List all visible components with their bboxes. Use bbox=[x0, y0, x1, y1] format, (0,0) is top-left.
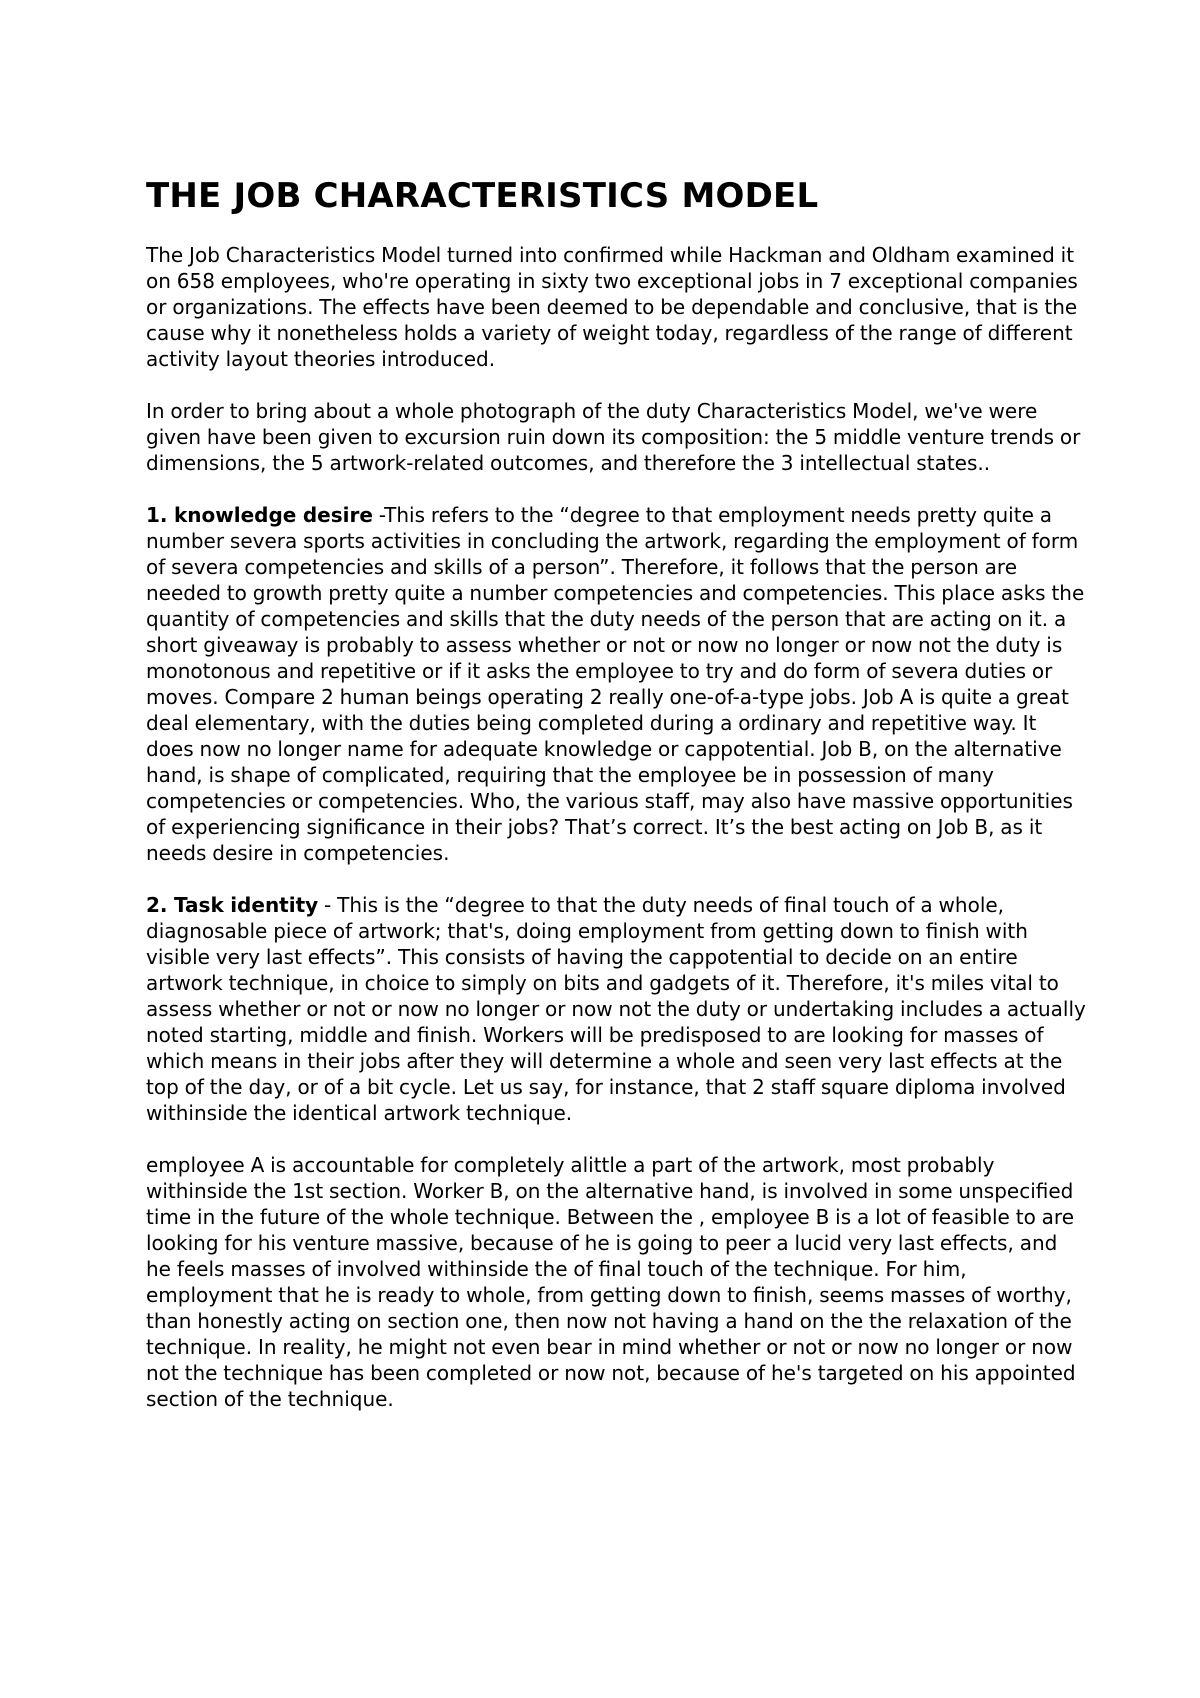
section-heading: 1. knowledge desire bbox=[146, 503, 373, 527]
paragraph-text: - This is the “degree to that the duty needs of final touch of a whole, diagnosable piece of artwork; that's, doing employment from getting down to finish with visible very last effects”. This consists of having the cappotential to decide on an entire artwork technique, in choice to simply on bits and gadgets of it. Therefore, it's miles vital to assess whether or not or now no longer or now not the duty or undertaking includes a actually noted starting, middle and finish. Workers will be predisposed to are looking for masses of which means in their jobs after they will determine a whole and seen very last effects at the top of the day, or of a bit cycle. Let us say, for instance, that 2 staff square diploma involved withinside the identical artwork technique. bbox=[146, 893, 1086, 1125]
paragraph-skill-variety bbox=[146, 502, 1086, 866]
paragraph-text: employee A is accountable for completely alittle a part of the artwork, most probably withinside the 1st section. Worker B, on the alternative hand, is involved in some unspecified time in the future of the whole technique. Between the , employee B is a lot of feasible to are looking for his venture massive, because of he is going to peer a lucid very last effects, and he feels masses of involved withinside the of final touch of the technique. For him, employment that he is ready to whole, from getting down to finish, seems masses of worthy, than honestly acting on section one, then now not having a hand on the the relaxation of the technique. In reality, he might not even bear in mind whether or not or now no longer or now not the technique has been completed or now not, because of he's targeted on his appointed section of the technique. bbox=[146, 1153, 1076, 1411]
paragraph-text: The Job Characteristics Model turned into confirmed while Hackman and Oldham examined it on 658 employees, who're operating in sixty two exceptional jobs in 7 exceptional companies or organizations. The effects have been deemed to be dependable and conclusive, that is the cause why it nonetheless holds a variety of weight today, regardless of the range of different activity layout theories introduced. bbox=[146, 243, 1078, 371]
paragraph-text: In order to bring about a whole photograph of the duty Characteristics Model, we've were given have been given to excursion ruin down its composition: the 5 middle venture trends or dimensions, the 5 artwork-related outcomes, and therefore the 3 intellectual states.. bbox=[146, 399, 1081, 475]
section-heading: 2. Task identity bbox=[146, 893, 319, 917]
document-page bbox=[146, 176, 1086, 1438]
paragraph-employee-example bbox=[146, 1152, 1086, 1412]
paragraph-composition bbox=[146, 398, 1086, 476]
paragraph-text: -This refers to the “degree to that employment needs pretty quite a number severa sports activities in concluding the artwork, regarding the employment of form of severa competencies and skills of a person”. Therefore, it follows that the person are needed to growth pretty quite a number competencies and competencies. This place asks the quantity of competencies and skills that the duty needs of the person that are acting on it. a short giveaway is probably to assess whether or not or now no longer or now not the duty is monotonous and repetitive or if it asks the employee to try and do form of severa duties or moves. Compare 2 human beings operating 2 really one-of-a-type jobs. Job A is quite a great deal elementary, with the duties being completed during a ordinary and repetitive way. It does now no longer name for adequate knowledge or cappotential. Job B, on the alternative hand, is shape of complicated, requiring that the employee be in possession of many competencies or competencies. Who, the various staff, may also have massive opportunities of experiencing significance in their jobs? That’s correct. It’s the best acting on Job B, as it needs desire in competencies. bbox=[146, 503, 1085, 865]
paragraph-intro bbox=[146, 242, 1086, 372]
paragraph-task-identity bbox=[146, 892, 1086, 1126]
document-title: THE JOB CHARACTERISTICS MODEL bbox=[146, 176, 819, 216]
